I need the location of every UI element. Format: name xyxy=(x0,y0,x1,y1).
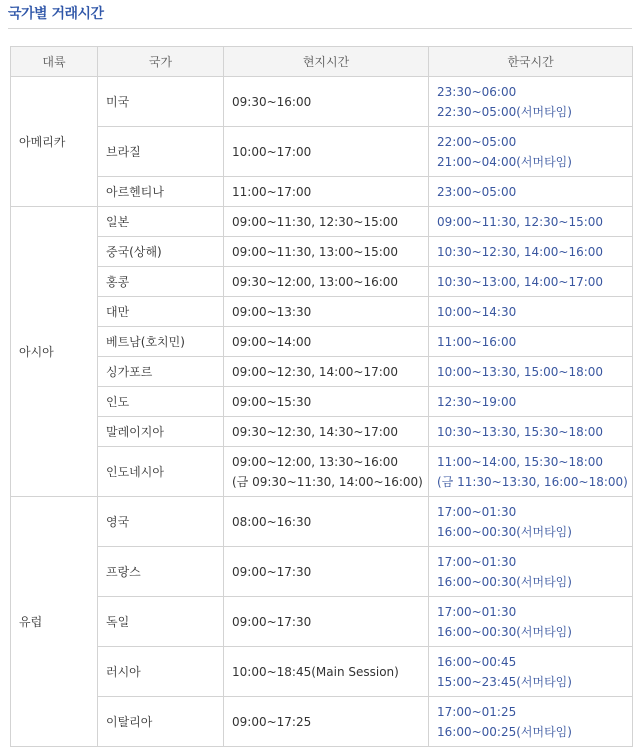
korea-time-line: 23:00~05:00 xyxy=(437,184,517,199)
local-time-line: 09:00~17:25 xyxy=(232,714,312,729)
local-time-cell xyxy=(224,497,429,547)
header-continent: 대륙 xyxy=(11,47,98,77)
korea-time-cell xyxy=(429,597,633,647)
korea-time-line: 16:00~00:30(서머타임) xyxy=(437,624,572,639)
table-header-row xyxy=(11,47,633,77)
country-cell: 브라질 xyxy=(98,127,224,177)
table-row xyxy=(11,327,633,357)
local-time-cell xyxy=(224,547,429,597)
local-time-line: 09:30~12:30, 14:30~17:00 xyxy=(232,424,399,439)
country-cell: 인도네시아 xyxy=(98,447,224,497)
korea-time-cell xyxy=(429,297,633,327)
country-cell: 대만 xyxy=(98,297,224,327)
trading-hours-table xyxy=(10,46,633,747)
country-cell: 러시아 xyxy=(98,647,224,697)
country-cell: 일본 xyxy=(98,207,224,237)
local-time-line: 09:00~17:30 xyxy=(232,614,312,629)
header-korea-time: 한국시간 xyxy=(429,47,633,77)
table-row xyxy=(11,127,633,177)
continent-cell: 아메리카 xyxy=(11,77,98,207)
local-time-line: 11:00~17:00 xyxy=(232,184,312,199)
korea-time-line: 23:30~06:00 xyxy=(437,84,517,99)
country-cell: 홍콩 xyxy=(98,267,224,297)
table-row xyxy=(11,417,633,447)
local-time-line: 09:30~16:00 xyxy=(232,94,312,109)
table-row xyxy=(11,267,633,297)
korea-time-cell xyxy=(429,207,633,237)
table-row xyxy=(11,697,633,747)
table-row xyxy=(11,647,633,697)
korea-time-cell xyxy=(429,387,633,417)
local-time-cell xyxy=(224,697,429,747)
local-time-cell xyxy=(224,267,429,297)
korea-time-line: 10:00~13:30, 15:00~18:00 xyxy=(437,364,604,379)
local-time-line: 09:00~11:30, 13:00~15:00 xyxy=(232,244,399,259)
local-time-line: 08:00~16:30 xyxy=(232,514,312,529)
local-time-cell xyxy=(224,77,429,127)
table-row xyxy=(11,387,633,417)
korea-time-line: 16:00~00:30(서머타임) xyxy=(437,524,572,539)
korea-time-cell xyxy=(429,127,633,177)
local-time-line: 10:00~18:45(Main Session) xyxy=(232,664,399,679)
country-cell: 싱가포르 xyxy=(98,357,224,387)
korea-time-line: 16:00~00:30(서머타임) xyxy=(437,574,572,589)
local-time-line: 10:00~17:00 xyxy=(232,144,312,159)
table-row xyxy=(11,177,633,207)
table-row xyxy=(11,447,633,497)
local-time-cell xyxy=(224,177,429,207)
korea-time-cell xyxy=(429,417,633,447)
country-cell: 중국(상해) xyxy=(98,237,224,267)
korea-time-line: 16:00~00:45 xyxy=(437,654,517,669)
local-time-cell xyxy=(224,297,429,327)
table-body xyxy=(11,77,633,747)
country-cell: 이탈리아 xyxy=(98,697,224,747)
korea-time-cell xyxy=(429,547,633,597)
country-cell: 베트남(호치민) xyxy=(98,327,224,357)
page-title: 국가별 거래시간 xyxy=(8,6,104,22)
table-row xyxy=(11,597,633,647)
korea-time-cell xyxy=(429,357,633,387)
korea-time-line: 17:00~01:30 xyxy=(437,554,517,569)
korea-time-line: 10:30~12:30, 14:00~16:00 xyxy=(437,244,604,259)
country-cell: 인도 xyxy=(98,387,224,417)
header-country: 국가 xyxy=(98,47,224,77)
korea-time-cell xyxy=(429,77,633,127)
country-cell: 영국 xyxy=(98,497,224,547)
table-row xyxy=(11,497,633,547)
local-time-line: 09:00~12:00, 13:30~16:00 xyxy=(232,454,399,469)
continent-cell: 아시아 xyxy=(11,207,98,497)
korea-time-line: 15:00~23:45(서머타임) xyxy=(437,674,572,689)
korea-time-line: 12:30~19:00 xyxy=(437,394,517,409)
local-time-line: 09:00~15:30 xyxy=(232,394,312,409)
local-time-line: (금 09:30~11:30, 14:00~16:00) xyxy=(232,474,423,489)
country-cell: 프랑스 xyxy=(98,547,224,597)
korea-time-line: 09:00~11:30, 12:30~15:00 xyxy=(437,214,604,229)
local-time-cell xyxy=(224,357,429,387)
korea-time-line: 10:30~13:30, 15:30~18:00 xyxy=(437,424,604,439)
korea-time-line: 17:00~01:30 xyxy=(437,604,517,619)
korea-time-cell xyxy=(429,267,633,297)
korea-time-line: 22:00~05:00 xyxy=(437,134,517,149)
korea-time-line: 17:00~01:30 xyxy=(437,504,517,519)
korea-time-cell xyxy=(429,447,633,497)
korea-time-cell xyxy=(429,697,633,747)
local-time-line: 09:00~12:30, 14:00~17:00 xyxy=(232,364,399,379)
local-time-line: 09:30~12:00, 13:00~16:00 xyxy=(232,274,399,289)
korea-time-line: 16:00~00:25(서머타임) xyxy=(437,724,572,739)
country-cell: 아르헨티나 xyxy=(98,177,224,207)
local-time-cell xyxy=(224,417,429,447)
table-row xyxy=(11,357,633,387)
local-time-cell xyxy=(224,327,429,357)
local-time-cell xyxy=(224,387,429,417)
korea-time-line: 22:30~05:00(서머타임) xyxy=(437,104,572,119)
korea-time-cell xyxy=(429,327,633,357)
korea-time-cell xyxy=(429,647,633,697)
local-time-line: 09:00~17:30 xyxy=(232,564,312,579)
korea-time-line: 17:00~01:25 xyxy=(437,704,517,719)
country-cell: 미국 xyxy=(98,77,224,127)
korea-time-line: 10:30~13:00, 14:00~17:00 xyxy=(437,274,604,289)
local-time-line: 09:00~14:00 xyxy=(232,334,312,349)
table-row xyxy=(11,297,633,327)
local-time-cell xyxy=(224,207,429,237)
korea-time-cell xyxy=(429,237,633,267)
table-row xyxy=(11,237,633,267)
korea-time-cell xyxy=(429,497,633,547)
local-time-cell xyxy=(224,237,429,267)
table-row xyxy=(11,547,633,597)
korea-time-line: 21:00~04:00(서머타임) xyxy=(437,154,572,169)
header-local-time: 현지시간 xyxy=(224,47,429,77)
title-divider xyxy=(8,28,632,29)
local-time-line: 09:00~13:30 xyxy=(232,304,312,319)
korea-time-line: 11:00~16:00 xyxy=(437,334,517,349)
korea-time-line: 11:00~14:00, 15:30~18:00 xyxy=(437,454,604,469)
local-time-cell xyxy=(224,597,429,647)
korea-time-line: 10:00~14:30 xyxy=(437,304,517,319)
korea-time-cell xyxy=(429,177,633,207)
korea-time-line: (금 11:30~13:30, 16:00~18:00) xyxy=(437,474,628,489)
country-cell: 말레이지아 xyxy=(98,417,224,447)
local-time-cell xyxy=(224,447,429,497)
table-row xyxy=(11,207,633,237)
local-time-cell xyxy=(224,127,429,177)
country-cell: 독일 xyxy=(98,597,224,647)
local-time-line: 09:00~11:30, 12:30~15:00 xyxy=(232,214,399,229)
table-row xyxy=(11,77,633,127)
local-time-cell xyxy=(224,647,429,697)
continent-cell: 유럽 xyxy=(11,497,98,747)
